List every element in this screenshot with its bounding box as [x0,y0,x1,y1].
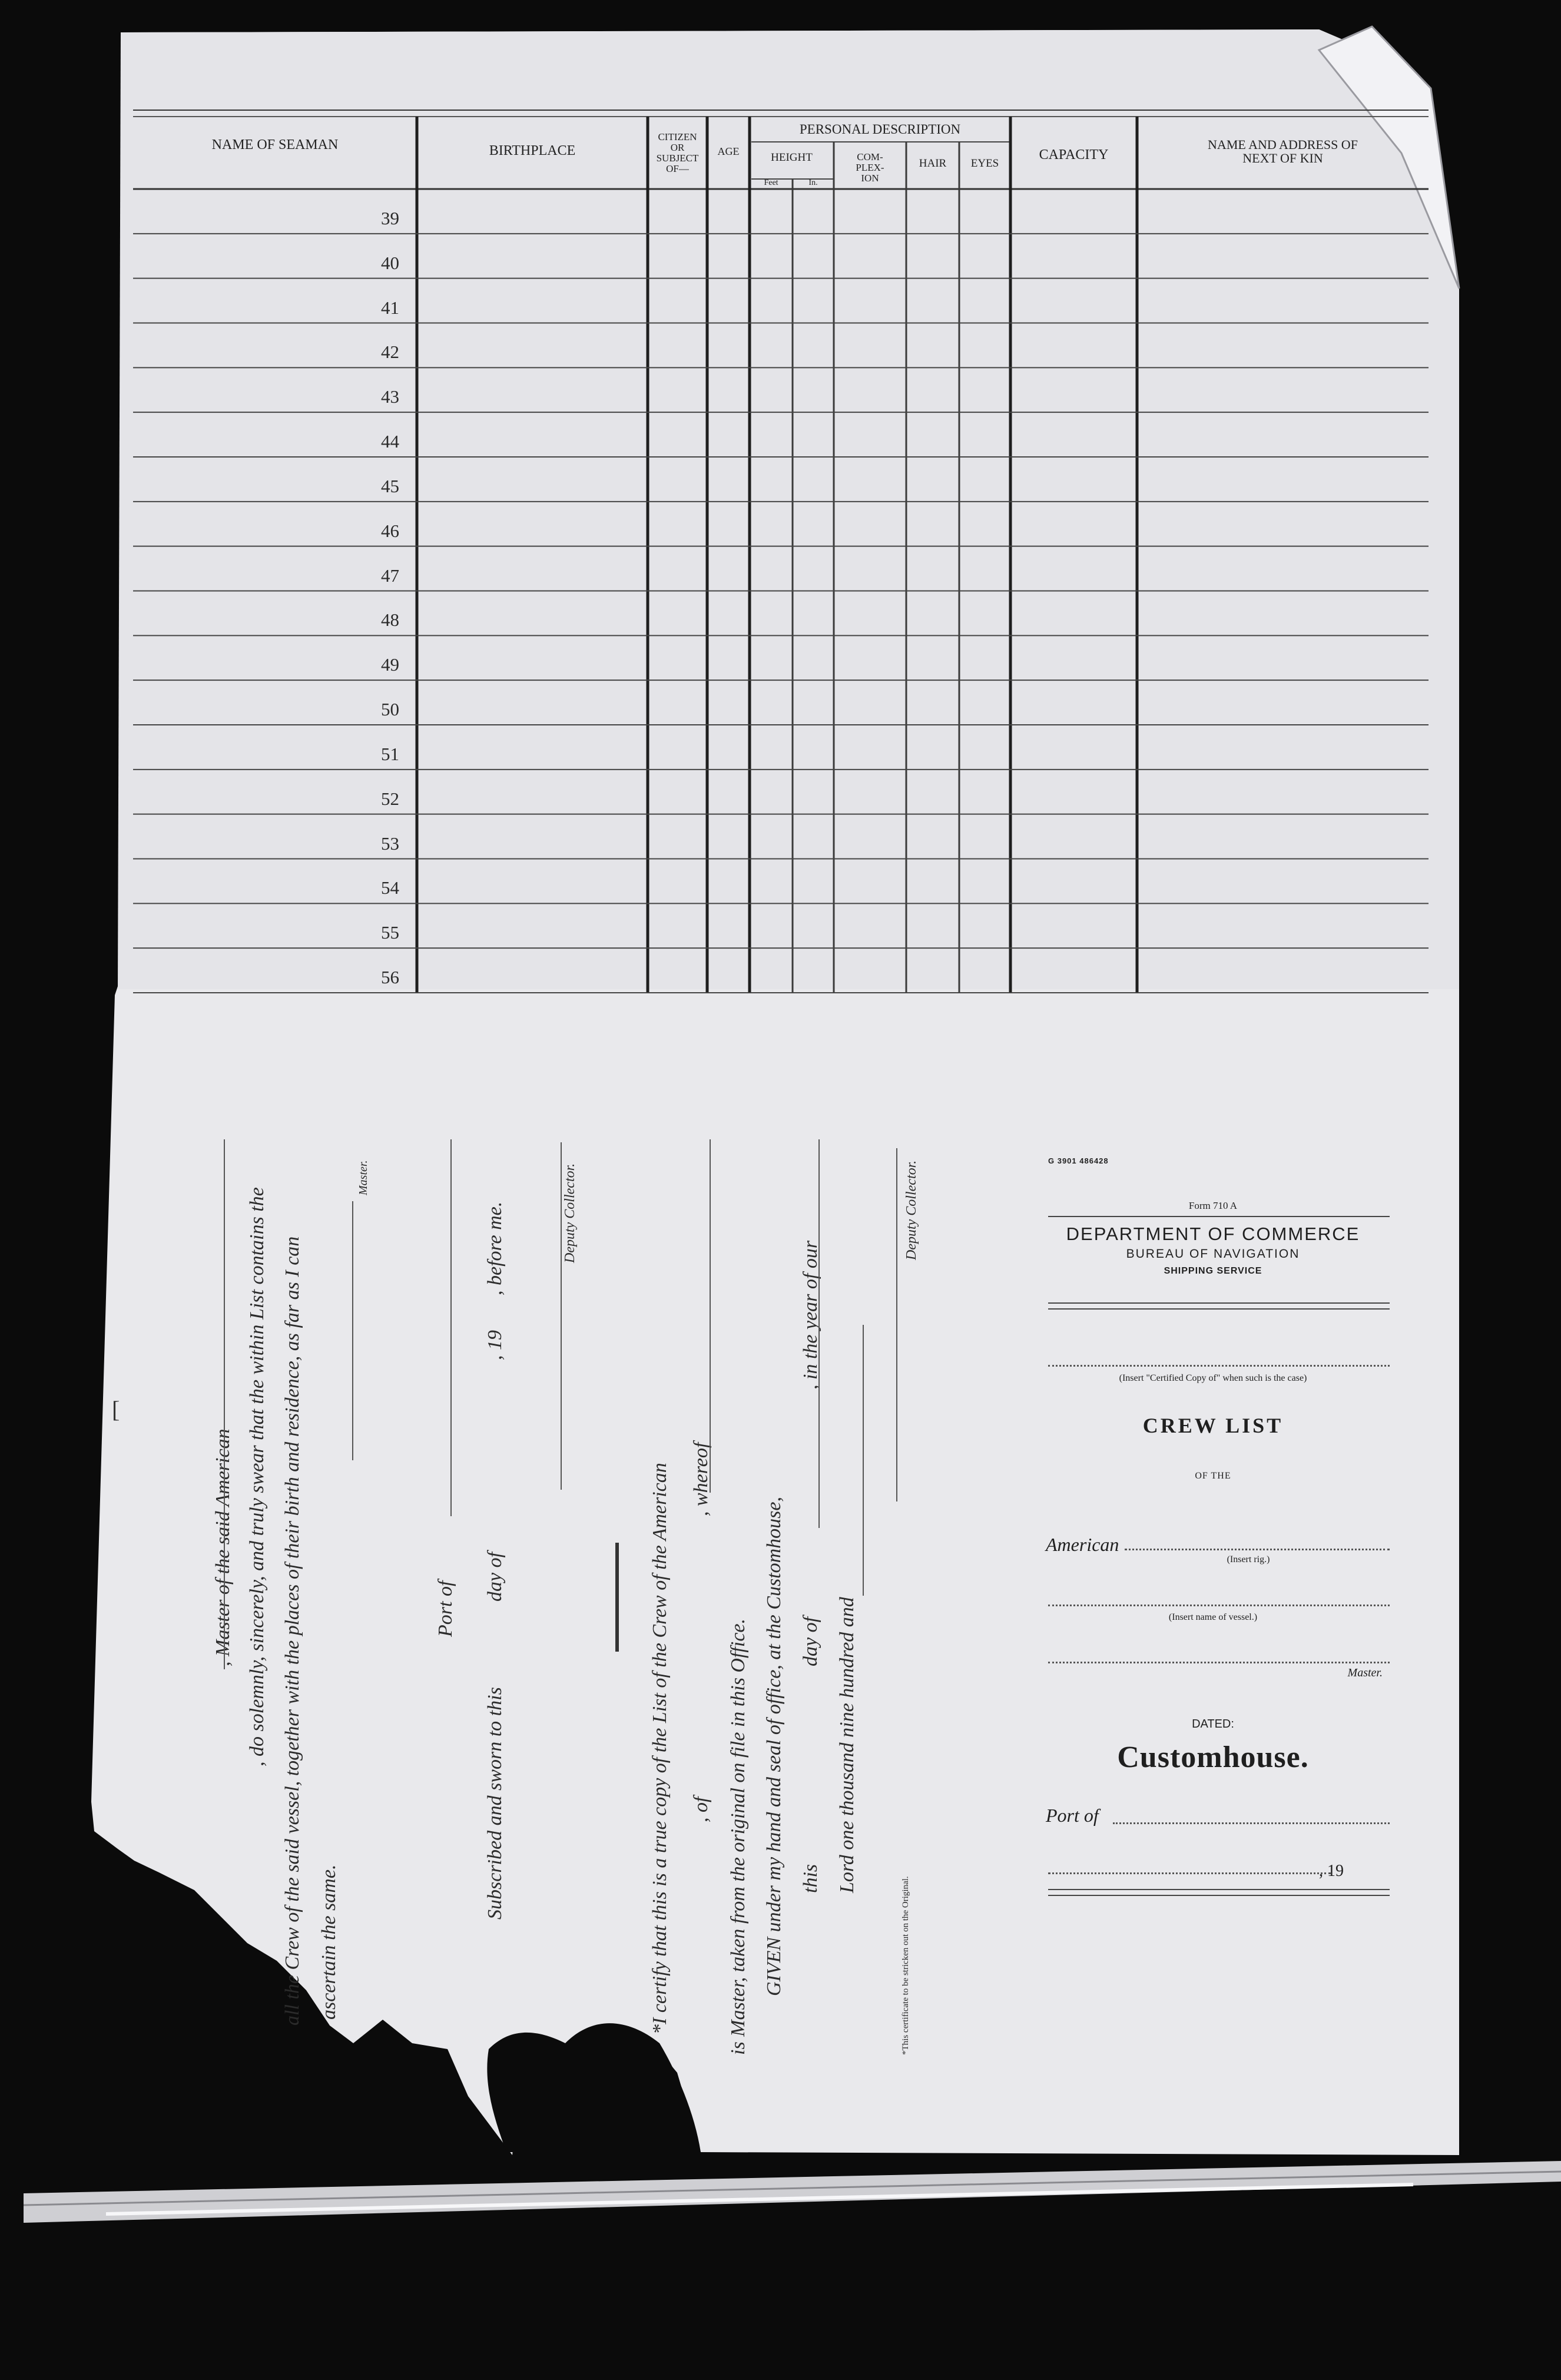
customhouse-title: Customhouse. [1117,1741,1309,1774]
deputy-collector-1-line [561,1142,562,1490]
oath-port-of: Port of [435,1580,456,1637]
header-height: HEIGHT [771,151,813,164]
certify-of: , of [690,1796,712,1822]
port-of-line [450,1139,452,1516]
master-field [1048,1662,1390,1663]
insert-name-note: (Insert name of vessel.) [1168,1612,1258,1622]
master-signature-line [352,1201,353,1460]
table-row-number: 53 [381,833,399,854]
table-row-number: 52 [381,788,399,809]
section-separator [615,1543,619,1652]
day-of-2: day of [800,1616,821,1666]
bureau-title: BUREAU OF NAVIGATION [1126,1247,1300,1261]
rig-line [1125,1549,1390,1550]
deputy-collector-1: Deputy Collector. [562,1163,578,1263]
header-age: AGE [717,145,740,157]
print-code: G 3901 486428 [1048,1156,1109,1165]
bracket-mark: [ [112,1396,120,1423]
customhouse-line [818,1139,820,1528]
seaman-name-line [224,1139,225,1669]
in-the-year: , in the year of our [800,1240,821,1390]
lord-line: Lord one thousand nine hundred and [836,1597,858,1893]
table-row-number: 43 [381,386,399,407]
table-row-number: 47 [381,565,399,586]
oath-line-4: ascertain the same. [318,1864,340,2020]
year-line [863,1325,864,1596]
oath-line-2: , do solemnly, sincerely, and truly swear that the within List contains the [246,1187,268,1766]
header-eyes: EYES [970,157,999,170]
rule-mid-1 [1048,1302,1390,1304]
oath-year-19: , 19 [484,1330,506,1360]
table-row-number: 49 [381,654,399,675]
header-complexion: COM- PLEX- ION [856,151,884,184]
header-citizen: CITIZEN OR SUBJECT OF— [656,131,699,174]
table-row-number: 50 [381,699,399,720]
rule-top [1048,1216,1390,1217]
master-label: Master. [1347,1666,1383,1679]
certify-whereof: , whereof [690,1442,712,1516]
given-line: GIVEN under my hand and seal of office, at the Customhouse, [763,1496,785,1996]
certified-copy-line [1048,1365,1390,1367]
of-the-label: OF THE [1195,1471,1231,1481]
table-row-number: 54 [381,877,399,899]
crew-table [133,110,1429,999]
header-capacity: CAPACITY [1039,147,1109,163]
vessel-name-line [710,1139,711,1493]
oath-subscribed: Subscribed and sworn to this [484,1687,506,1920]
underlying-sheet-strip [24,2161,1561,2223]
header-hair: HAIR [919,157,947,170]
port-field [1113,1822,1390,1824]
column-rules [417,117,1137,993]
vessel-name-field [1048,1605,1390,1606]
department-title: DEPARTMENT OF COMMERCE [1066,1224,1360,1244]
form-number: Form 710 A [1188,1200,1238,1211]
header-name-of-seaman: NAME OF SEAMAN [211,137,339,153]
service-title: SHIPPING SERVICE [1164,1266,1262,1276]
table-grid [133,110,1429,999]
insert-certified-note: (Insert "Certified Copy of" when such is the case) [1119,1373,1307,1383]
american-label: American [1046,1534,1119,1555]
header-birthplace: BIRTHPLACE [489,143,576,158]
oath-line-3: all the Crew of the said vessel, together with the places of their birth and residence, as far as I can [281,1236,303,2026]
table-row-number: 56 [381,967,399,987]
table-row-number: 55 [381,922,399,943]
row-numbers [352,189,417,993]
dated-label: DATED: [1192,1718,1234,1731]
table-row-number: 39 [381,207,399,228]
deputy-collector-2: Deputy Collector. [904,1160,919,1260]
rule-mid-2 [1048,1308,1390,1310]
deputy-collector-2-line [896,1148,897,1501]
year-19-label: , 19 [1319,1862,1344,1880]
date-field [1048,1872,1331,1874]
port-of-label: Port of [1046,1805,1099,1826]
certify-line-3: is Master, taken from the original on file in this Office. [727,1618,749,2055]
oath-before-me: , before me. [484,1201,506,1295]
table-row-number: 48 [381,609,399,631]
crew-list-title: CREW LIST [1142,1414,1284,1437]
rule-bottom-1 [1048,1889,1390,1890]
rule-bottom-2 [1048,1895,1390,1896]
certificate-footnote: *This certificate to be stricken out on the Original. [901,1876,910,2055]
row-rules [133,234,1429,993]
table-row-number: 46 [381,520,399,541]
header-personal-description: PERSONAL DESCRIPTION [799,122,961,137]
table-row-number: 41 [381,297,399,318]
table-row-number: 42 [381,342,399,363]
oath-master-signature: Master. [357,1160,370,1195]
oath-day-of: day of [484,1552,506,1602]
table-row-number: 45 [381,475,399,496]
this-word: this [800,1864,821,1893]
crew-list-cover [1036,1148,1390,1914]
table-row-number: 51 [381,743,399,764]
table-row-number: 40 [381,252,399,273]
oath-line-1: , Master of the said American [212,1428,234,1666]
header-feet: Feet [764,178,778,187]
table-row-number: 44 [381,431,399,452]
header-inches: In. [808,178,818,187]
certify-line-1: *I certify that this is a true copy of the List of the Crew of the American [649,1463,671,2034]
header-next-of-kin: NAME AND ADDRESS OF NEXT OF KIN [1208,137,1358,166]
insert-rig-note: (Insert rig.) [1227,1554,1270,1564]
